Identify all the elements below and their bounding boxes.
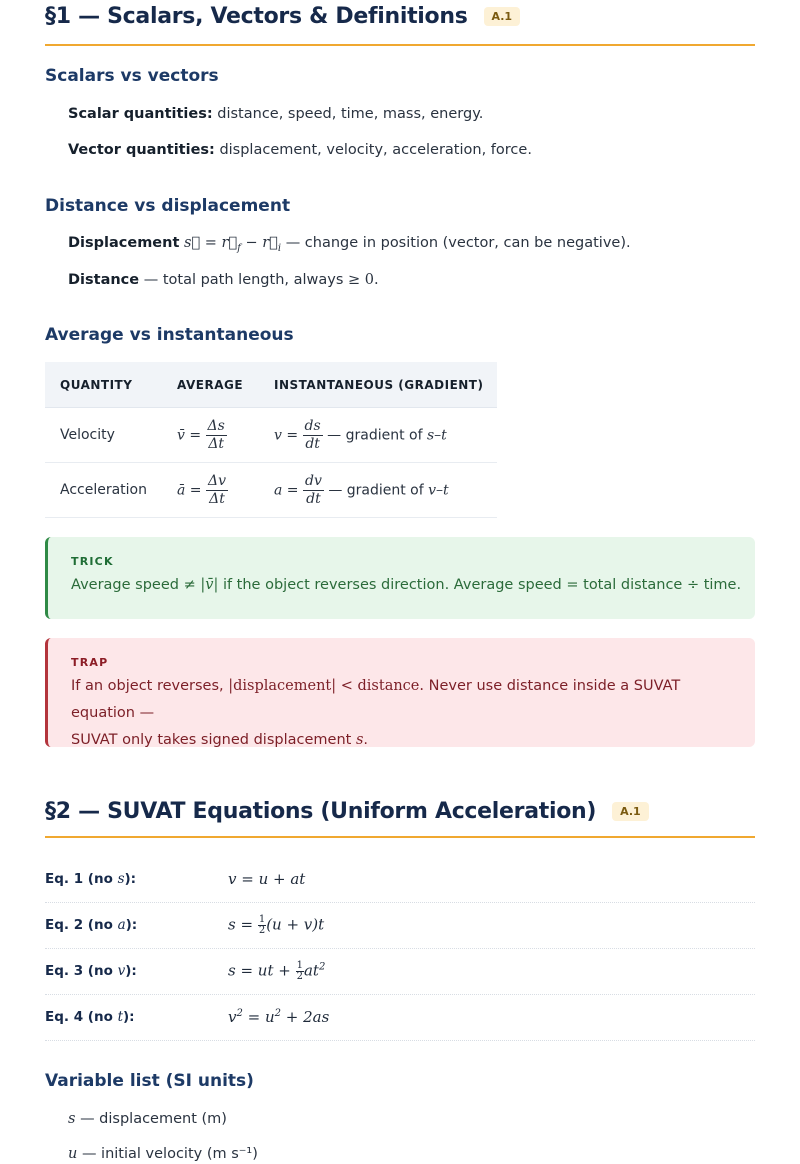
- trick-callout: [45, 537, 755, 619]
- displacement-label: Displacement: [68, 235, 180, 251]
- cell-quantity: Velocity: [45, 408, 162, 463]
- table-row: [45, 463, 497, 518]
- section-1-header: [45, 0, 755, 46]
- cell-instantaneous: a = $\frac{dv}{dt}$ — gradient of v–t: [259, 463, 497, 518]
- equation-label: Eq. 1 (no s):: [45, 871, 137, 887]
- trick-tag: TRICK: [71, 555, 114, 568]
- displacement-line: [68, 233, 631, 259]
- equation-3: s = ut + $\frac{1}{2}$ $at^2$: [228, 959, 326, 982]
- cell-quantity: Acceleration: [45, 463, 162, 518]
- trap-callout: [45, 638, 755, 747]
- vector-text: displacement, velocity, acceleration, force.: [219, 142, 532, 158]
- average-instantaneous-table: [45, 362, 497, 518]
- col-instantaneous: INSTANTANEOUS (GRADIENT): [259, 362, 497, 408]
- variable-item: s — displacement (m): [68, 1111, 227, 1127]
- cell-instantaneous: v = $\frac{ds}{dt}$ — gradient of s–t: [259, 408, 497, 463]
- col-average: AVERAGE: [162, 362, 259, 408]
- average-heading: Average vs instantaneous: [45, 325, 294, 345]
- section-2-title: §2 — SUVAT Equations (Uniform Acceleration): [45, 798, 597, 824]
- equation-4: $v^2 = u^2 + 2as$: [228, 1008, 330, 1026]
- scalar-line: [68, 104, 483, 124]
- distance-heading: Distance vs displacement: [45, 196, 291, 216]
- scalar-text: distance, speed, time, mass, energy.: [217, 106, 484, 122]
- section-2-badge: A.1: [612, 802, 649, 821]
- equation-row: [45, 948, 755, 995]
- trap-tag: TRAP: [71, 656, 109, 669]
- trick-text: Average speed ≠ |v̄| if the object reverses direction. Average speed = total distance ÷ time.: [71, 577, 742, 593]
- displacement-formula: s⃗ = $r⃗_f$ − $r⃗_i$: [184, 235, 282, 254]
- scalar-label: Scalar quantities:: [68, 106, 213, 122]
- section-1-title: §1 — Scalars, Vectors & Definitions: [45, 3, 468, 29]
- equation-row: [45, 856, 755, 903]
- displacement-text: — change in position (vector, can be negative).: [285, 235, 631, 251]
- equation-label: Eq. 3 (no v):: [45, 963, 137, 979]
- equation-row: [45, 902, 755, 949]
- variable-item: u — initial velocity (m s⁻¹): [68, 1146, 258, 1162]
- equation-1: v = u + at: [228, 870, 306, 888]
- equation-row: [45, 994, 755, 1041]
- equation-label: Eq. 2 (no a):: [45, 917, 138, 933]
- distance-label: Distance: [68, 272, 140, 288]
- section-1-badge: A.1: [484, 7, 521, 26]
- variables-heading: Variable list (SI units): [45, 1071, 254, 1091]
- table-row: [45, 408, 497, 463]
- cell-average: v̄ = $\frac{\Delta s}{\Delta t}$: [162, 408, 259, 463]
- cell-average: ā = $\frac{\Delta v}{\Delta t}$: [162, 463, 259, 518]
- trap-text: If an object reverses, |displacement| < distance. Never use distance inside a SUVAT equation — SUVAT only takes signed displacement s.: [71, 678, 681, 748]
- scalars-heading: Scalars vs vectors: [45, 66, 219, 86]
- vector-line: [68, 140, 532, 160]
- distance-line: [68, 270, 379, 290]
- table-header-row: [45, 362, 497, 408]
- vector-label: Vector quantities:: [68, 142, 215, 158]
- distance-text: — total path length, always: [143, 272, 344, 288]
- col-quantity: QUANTITY: [45, 362, 162, 408]
- distance-formula: ≥ 0.: [348, 272, 379, 288]
- section-2-header: [45, 796, 755, 838]
- equation-2: s = $\frac{1}{2}$ (u + v)t: [228, 913, 325, 936]
- equation-label: Eq. 4 (no t):: [45, 1009, 135, 1025]
